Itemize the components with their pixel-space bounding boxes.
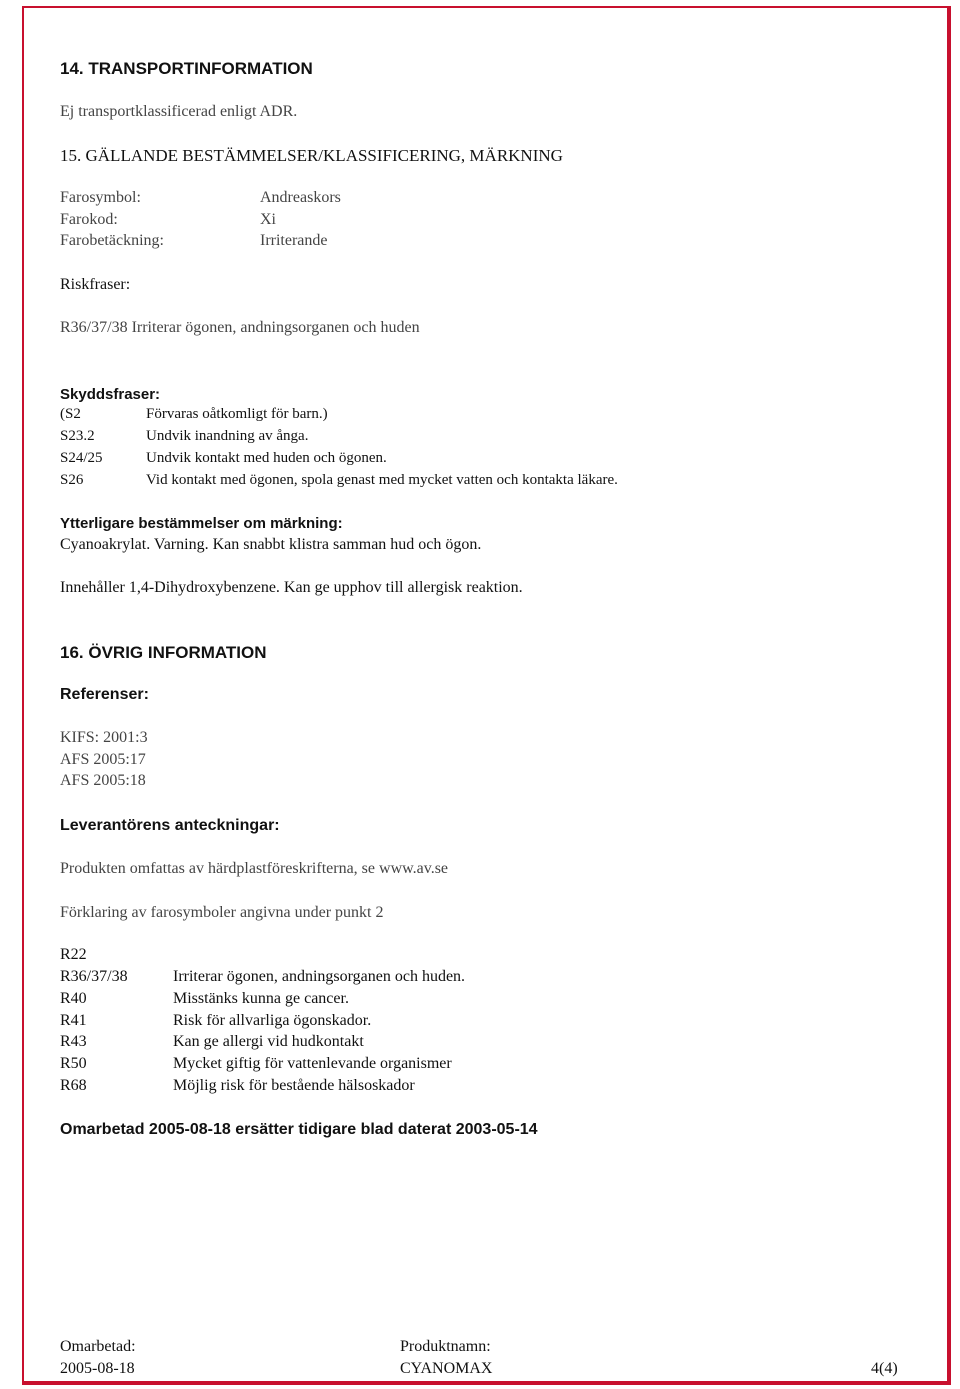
section-15-heading: 15. GÄLLANDE BESTÄMMELSER/KLASSIFICERING, MÄRKNING: [60, 146, 563, 165]
rphrase-text: Mycket giftig för vattenlevande organismer: [173, 1055, 452, 1072]
skyddsfras-text: Vid kontakt med ögonen, spola genast med mycket vatten och kontakta läkare.: [146, 472, 618, 488]
skyddsfras-text: Förvaras oåtkomligt för barn.): [146, 406, 328, 422]
skyddsfras-row: [60, 450, 387, 467]
riskfraser-heading: Riskfraser:: [60, 276, 131, 293]
skyddsfras-row: [60, 428, 309, 445]
classification-row: [60, 211, 276, 229]
leverantor-text: Produkten omfattas av härdplastföreskrifterna, se www.av.se: [60, 860, 449, 877]
rphrase-code: R50: [60, 1055, 87, 1072]
section-14-text: Ej transportklassificerad enligt ADR.: [60, 103, 298, 120]
rphrase-code: R36/37/38: [60, 968, 128, 985]
ytterligare-heading: Ytterligare bestämmelser om märkning:: [60, 515, 343, 532]
rphrase-row: [60, 990, 349, 1008]
skyddsfraser-heading: Skyddsfraser:: [60, 386, 161, 403]
rphrase-row: [60, 1077, 415, 1095]
reference-item: KIFS: 2001:3: [60, 729, 148, 746]
rphrase-code: R41: [60, 1012, 87, 1029]
classification-value: Irriterande: [260, 232, 328, 249]
skyddsfras-code: S23.2: [60, 428, 95, 444]
skyddsfras-text: Undvik inandning av ånga.: [146, 428, 309, 444]
riskfraser-text: R36/37/38 Irriterar ögonen, andningsorganen och huden: [60, 319, 420, 336]
classification-row: [60, 189, 341, 207]
footer-product-name: CYANOMAX: [400, 1360, 493, 1377]
skyddsfras-code: S26: [60, 472, 84, 488]
footer-revised-date: 2005-08-18: [60, 1360, 135, 1377]
rphrase-row: [60, 1033, 364, 1051]
rphrase-text: Misstänks kunna ge cancer.: [173, 990, 349, 1007]
classification-value: Xi: [260, 211, 276, 228]
skyddsfras-row: [60, 406, 328, 423]
rphrase-code: R22: [60, 946, 87, 963]
forklaring-text: Förklaring av farosymboler angivna under punkt 2: [60, 904, 384, 921]
classification-label: Farokod:: [60, 211, 118, 228]
section-14-heading: 14. TRANSPORTINFORMATION: [60, 59, 313, 78]
classification-value: Andreaskors: [260, 189, 341, 206]
footer-revised-label: Omarbetad:: [60, 1338, 136, 1355]
footer-page-number: 4(4): [871, 1360, 898, 1377]
revision-note: Omarbetad 2005-08-18 ersätter tidigare blad daterat 2003-05-14: [60, 1121, 538, 1138]
reference-item: AFS 2005:18: [60, 772, 146, 789]
referenser-heading: Referenser:: [60, 686, 149, 703]
classification-label: Farobetäckning:: [60, 232, 164, 249]
skyddsfras-row: [60, 472, 618, 489]
rphrase-code: R40: [60, 990, 87, 1007]
rphrase-text: Irriterar ögonen, andningsorganen och huden.: [173, 968, 466, 985]
skyddsfras-text: Undvik kontakt med huden och ögonen.: [146, 450, 387, 466]
rphrase-row: [60, 1012, 372, 1030]
leverantor-heading: Leverantörens anteckningar:: [60, 817, 280, 834]
rphrase-text: Risk för allvarliga ögonskador.: [173, 1012, 372, 1029]
rphrase-row: [60, 968, 466, 986]
classification-row: [60, 232, 328, 250]
skyddsfras-code: S24/25: [60, 450, 103, 466]
rphrase-row: [60, 946, 87, 964]
rphrase-code: R43: [60, 1033, 87, 1050]
reference-item: AFS 2005:17: [60, 751, 146, 768]
ytterligare-text: Cyanoakrylat. Varning. Kan snabbt klistra samman hud och ögon.: [60, 536, 482, 553]
skyddsfras-code: (S2: [60, 406, 81, 422]
innehaller-text: Innehåller 1,4-Dihydroxybenzene. Kan ge upphov till allergisk reaktion.: [60, 579, 523, 596]
section-16-heading: 16. ÖVRIG INFORMATION: [60, 643, 267, 662]
rphrase-text: Kan ge allergi vid hudkontakt: [173, 1033, 364, 1050]
rphrase-text: Möjlig risk för bestående hälsoskador: [173, 1077, 415, 1094]
rphrase-row: [60, 1055, 452, 1073]
rphrase-code: R68: [60, 1077, 87, 1094]
classification-label: Farosymbol:: [60, 189, 141, 206]
footer-product-label: Produktnamn:: [400, 1338, 491, 1355]
